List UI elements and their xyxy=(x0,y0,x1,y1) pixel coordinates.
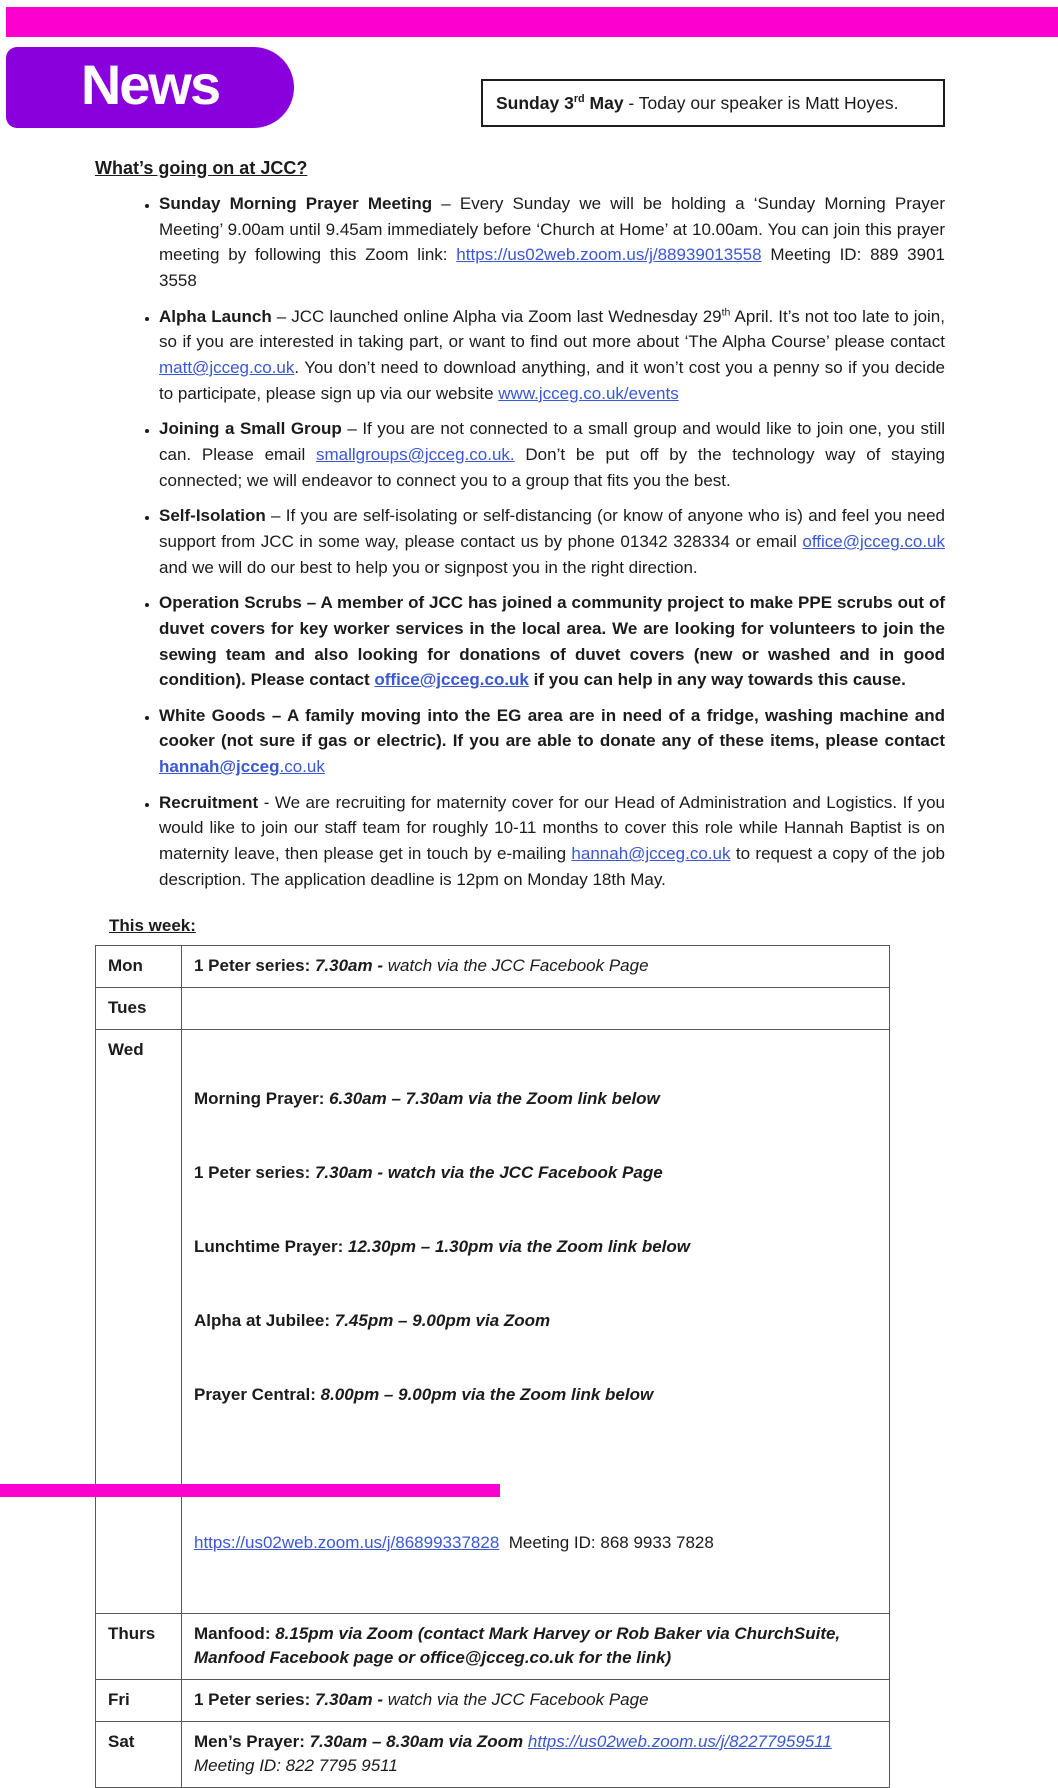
schedule-cell-empty xyxy=(182,988,890,1030)
event-label: Manfood: xyxy=(194,1623,276,1643)
day-cell: Wed xyxy=(96,1029,182,1613)
announcement-body: - Today our speaker is Matt Hoyes. xyxy=(623,92,899,113)
item-text: – If you are self-isolating or self-distancing (or know of anyone who is) and feel you need support from JCC in some way, please contact us by phone 01342 328334 or email xyxy=(159,506,945,551)
item-title: Self-Isolation xyxy=(159,506,266,526)
item-text: . You don’t need to download anything, and it won’t cost you a penny so if you decide to participate, please sign up via our website xyxy=(159,357,945,403)
list-item-alpha-launch xyxy=(159,304,945,407)
item-text: – If you are not connected to a small group and would like to join one, you still can. Please email xyxy=(159,419,945,464)
item-text: to request a copy of the job description. The application deadline is 12pm on Monday 18th May. xyxy=(159,844,945,889)
event-label: 1 Peter series: xyxy=(194,956,315,976)
event-detail: watch via the JCC Facebook Page xyxy=(387,1690,649,1710)
event-time: 12.30pm – 1.30pm via the Zoom link below xyxy=(348,1236,691,1256)
table-row-fri xyxy=(96,1680,890,1722)
item-title: Alpha Launch xyxy=(159,306,272,326)
day-cell: Fri xyxy=(96,1680,182,1722)
event-label: 1 Peter series: xyxy=(194,1162,315,1182)
top-banner xyxy=(6,7,1058,37)
zoom-link[interactable]: https://us02web.zoom.us/j/86899337828 xyxy=(194,1532,500,1552)
event-time: 7.30am - xyxy=(314,956,388,976)
list-item-operation-scrubs xyxy=(159,590,945,693)
event-detail: watch via the JCC Facebook Page xyxy=(387,956,649,976)
event-time: 6.30am – 7.30am via the Zoom link below xyxy=(329,1088,660,1108)
schedule-cell xyxy=(182,1613,890,1679)
table-row-thurs xyxy=(96,1613,890,1679)
schedule-cell xyxy=(182,1721,890,1787)
news-logo-label: News xyxy=(80,53,220,116)
item-text: April. It’s not too late to join, so if you are interested in taking part, or want to find out more about ‘The Alpha Course’ please contact xyxy=(159,306,945,352)
table-row-mon xyxy=(96,946,890,988)
list-item-small-group xyxy=(159,416,945,493)
event-label: Prayer Central: xyxy=(194,1384,321,1404)
item-text: if you can help in any way towards this cause. xyxy=(528,670,906,690)
email-link[interactable] xyxy=(159,757,325,776)
item-text: - We are recruiting for maternity cover for our Head of Administration and Logistics. If you would like to join our staff team for roughly 10-11 months to cover this role while Hannah Baptist is on maternity leave, then please get in touch by e-mailing xyxy=(159,792,945,864)
event-line xyxy=(194,1383,877,1408)
email-link-bold-part: hannah@jcceg xyxy=(159,757,280,777)
event-line xyxy=(194,1531,877,1556)
meeting-id: Meeting ID: 868 9933 7828 xyxy=(499,1532,714,1552)
event-label: Alpha at Jubilee: xyxy=(194,1310,335,1330)
event-time: 7.30am - watch via the JCC Facebook Page xyxy=(314,1162,663,1182)
announcement-date-ordinal: rd xyxy=(573,92,585,105)
event-line xyxy=(194,1087,877,1112)
events-link[interactable]: www.jcceg.co.uk/events xyxy=(498,383,679,403)
email-link-regular-part: .co.uk xyxy=(279,757,325,777)
item-text: – A member of JCC has joined a community project to make PPE scrubs out of duvet covers for key worker services in the local area. We are looking for volunteers to join the sewing team and also looking for donations of duvet covers (new or washed and in good condition). Please contact xyxy=(159,593,946,690)
footer-banner xyxy=(0,1484,500,1497)
event-line xyxy=(194,1235,877,1260)
item-text: and we will do our best to help you or signpost you in the right direction. xyxy=(159,557,698,577)
news-logo xyxy=(6,47,294,128)
this-week-heading: This week: xyxy=(109,916,196,936)
zoom-link[interactable]: https://us02web.zoom.us/j/88939013558 xyxy=(456,245,762,265)
whats-going-on-heading: What’s going on at JCC? xyxy=(95,158,308,178)
item-text: – Every Sunday we will be holding a ‘Sunday Morning Prayer Meeting’ 9.00am until 9.45am immediately before ‘Church at Home’ at 10.00am. You can join this prayer meeting by following this Zoom link: xyxy=(159,194,945,265)
news-list xyxy=(95,191,945,892)
event-label: Morning Prayer: xyxy=(194,1088,330,1108)
list-item-white-goods xyxy=(159,703,945,780)
item-text: – A family moving into the EG area are in need of a fridge, washing machine and cooker (not sure if gas or electric). If you are able to donate any of these items, please contact xyxy=(159,705,946,751)
item-title: Recruitment xyxy=(159,792,259,812)
email-link[interactable]: office@jcceg.co.uk xyxy=(802,531,945,551)
event-line xyxy=(194,1161,877,1186)
event-time: 7.30am - xyxy=(314,1690,388,1710)
day-cell: Tues xyxy=(96,988,182,1030)
email-link[interactable]: hannah@jcceg.co.uk xyxy=(571,844,731,864)
schedule-cell xyxy=(182,1680,890,1722)
announcement-text xyxy=(496,93,899,114)
event-label: Lunchtime Prayer: xyxy=(194,1236,348,1256)
event-label: Men’s Prayer: xyxy=(194,1731,310,1751)
item-title: Operation Scrubs xyxy=(159,593,302,613)
schedule-cell xyxy=(182,946,890,988)
email-link[interactable]: matt@jcceg.co.uk xyxy=(159,357,295,377)
announcement-box xyxy=(481,79,945,127)
item-title: White Goods xyxy=(159,705,266,725)
blank-line xyxy=(194,1457,877,1482)
item-text: Don’t be put off by the technology way of staying connected; we will endeavor to connect you to a group that fits you the best. xyxy=(159,444,946,490)
event-line xyxy=(194,1309,877,1334)
item-text: Meeting ID: 889 3901 3558 xyxy=(159,245,946,290)
event-time: 7.30am – 8.30am via Zoom xyxy=(309,1731,528,1751)
announcement-date: Sunday 3 xyxy=(496,92,574,113)
list-item-self-isolation xyxy=(159,503,945,580)
table-row-tues xyxy=(96,988,890,1030)
ordinal-suffix: th xyxy=(721,305,731,318)
event-detail: 8.15pm via Zoom (contact Mark Harvey or Rob Baker via ChurchSuite, Manfood Facebook page or office@jcceg.co.uk for the link) xyxy=(194,1623,845,1668)
zoom-link[interactable]: https://us02web.zoom.us/j/82277959511 xyxy=(527,1731,832,1751)
item-text: – JCC launched online Alpha via Zoom last Wednesday 29 xyxy=(271,306,722,326)
table-row-wed xyxy=(96,1029,890,1613)
day-cell: Thurs xyxy=(96,1613,182,1679)
schedule-cell xyxy=(182,1029,890,1613)
event-time: 8.00pm – 9.00pm via the Zoom link below xyxy=(320,1384,654,1404)
list-item-recruitment xyxy=(159,790,945,893)
list-item-sunday-prayer xyxy=(159,191,945,294)
email-link[interactable]: office@jcceg.co.uk xyxy=(374,670,529,690)
day-cell: Sat xyxy=(96,1721,182,1787)
email-link[interactable]: smallgroups@jcceg.co.uk. xyxy=(315,444,515,464)
announcement-date-month: May xyxy=(584,92,624,113)
day-cell: Mon xyxy=(96,946,182,988)
meeting-id: Meeting ID: 822 7795 9511 xyxy=(194,1731,837,1776)
event-label: 1 Peter series: xyxy=(194,1690,315,1710)
item-title: Sunday Morning Prayer Meeting xyxy=(159,194,433,213)
this-week-table xyxy=(95,945,890,1788)
table-row-sat xyxy=(96,1721,890,1787)
item-title: Joining a Small Group xyxy=(159,419,342,439)
event-time: 7.45pm – 9.00pm via Zoom xyxy=(334,1310,551,1330)
